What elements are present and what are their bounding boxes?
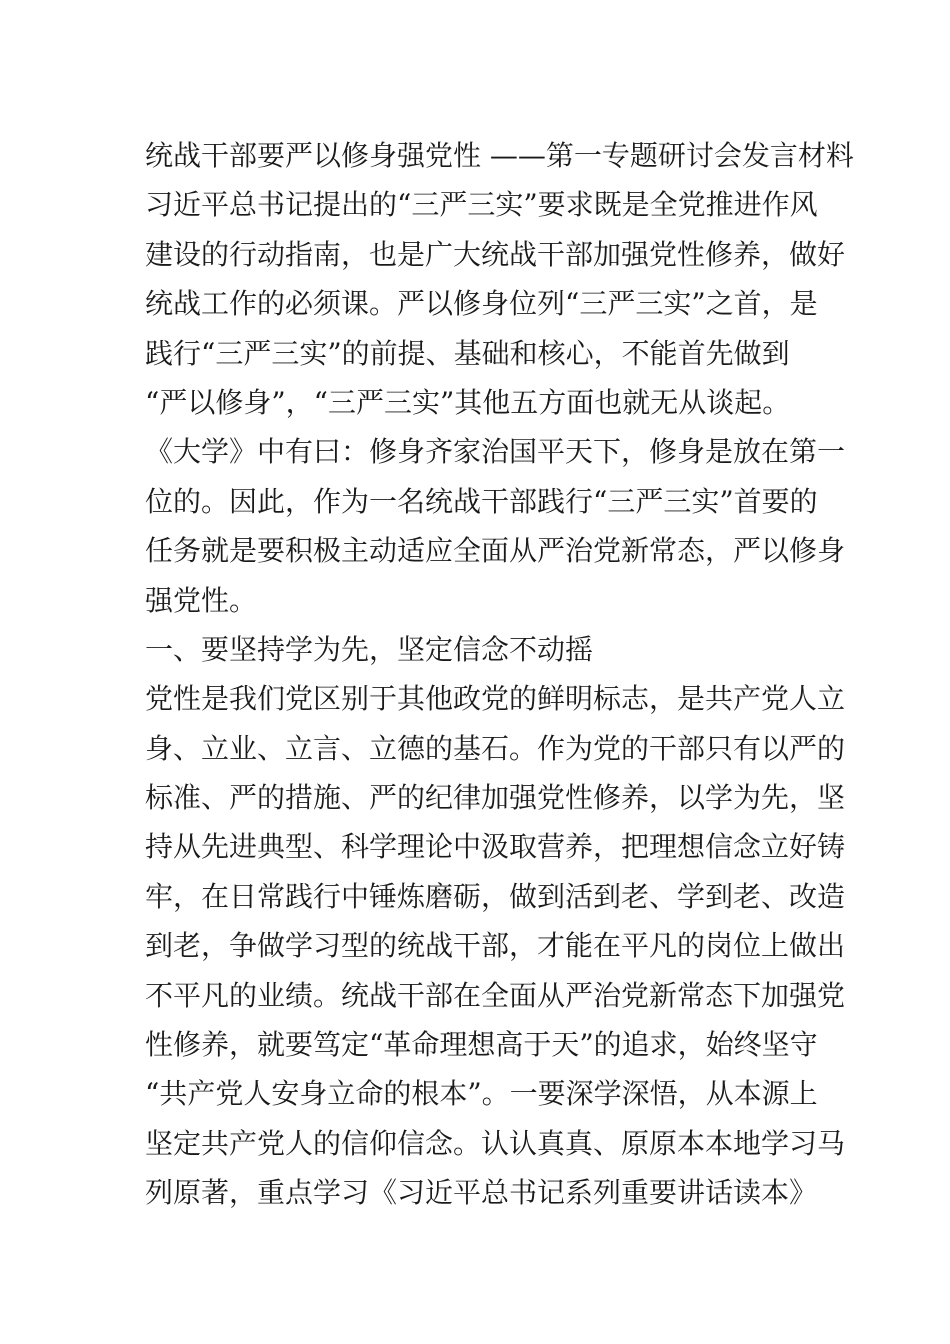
- text-line: “严以修身”，“三严三实”其他五方面也就无从谈起。: [145, 385, 791, 419]
- text-line: 坚定共产党人的信仰信念。认认真真、原原本本地学习马: [145, 1126, 846, 1160]
- text-line: 践行“三严三实”的前提、基础和核心，不能首先做到: [145, 336, 790, 370]
- text-line: 标准、严的措施、严的纪律加强党性修养，以学为先，坚: [145, 781, 846, 815]
- section-heading: 一、要坚持学为先，坚定信念不动摇: [145, 632, 594, 666]
- text-line: 强党性。: [145, 583, 258, 617]
- document-body: [145, 131, 854, 1218]
- text-line: 党性是我们党区别于其他政党的鲜明标志，是共产党人立: [145, 682, 846, 716]
- text-line: 列原著，重点学习《习近平总书记系列重要讲话读本》: [145, 1176, 818, 1210]
- text-line: “共产党人安身立命的根本”。一要深学深悟，从本源上: [145, 1077, 818, 1111]
- text-line: 任务就是要积极主动适应全面从严治党新常态，严以修身: [145, 534, 846, 568]
- text-line: 不平凡的业绩。统战干部在全面从严治党新常态下加强党: [145, 978, 846, 1012]
- text-line: 统战工作的必须课。严以修身位列“三严三实”之首，是: [145, 287, 818, 321]
- text-line: 建设的行动指南，也是广大统战干部加强党性修养，做好: [145, 237, 846, 271]
- text-line: 习近平总书记提出的“三严三实”要求既是全党推进作风: [145, 188, 818, 222]
- text-line: 牢，在日常践行中锤炼磨砺，做到活到老、学到老、改造: [145, 879, 846, 913]
- text-line: 持从先进典型、科学理论中汲取营养，把理想信念立好铸: [145, 830, 846, 864]
- text-line: 到老，争做学习型的统战干部，才能在平凡的岗位上做出: [145, 929, 846, 963]
- text-line: 身、立业、立言、立德的基石。作为党的干部只有以严的: [145, 731, 846, 765]
- text-line: 性修养，就要笃定“革命理想高于天”的追求，始终坚守: [145, 1028, 818, 1062]
- text-line: 位的。因此，作为一名统战干部践行“三严三实”首要的: [145, 484, 818, 518]
- document-title: 统战干部要严以修身强党性 ——第一专题研讨会发言材料: [145, 139, 854, 172]
- text-line: 《大学》中有曰：修身齐家治国平天下，修身是放在第一: [145, 435, 846, 469]
